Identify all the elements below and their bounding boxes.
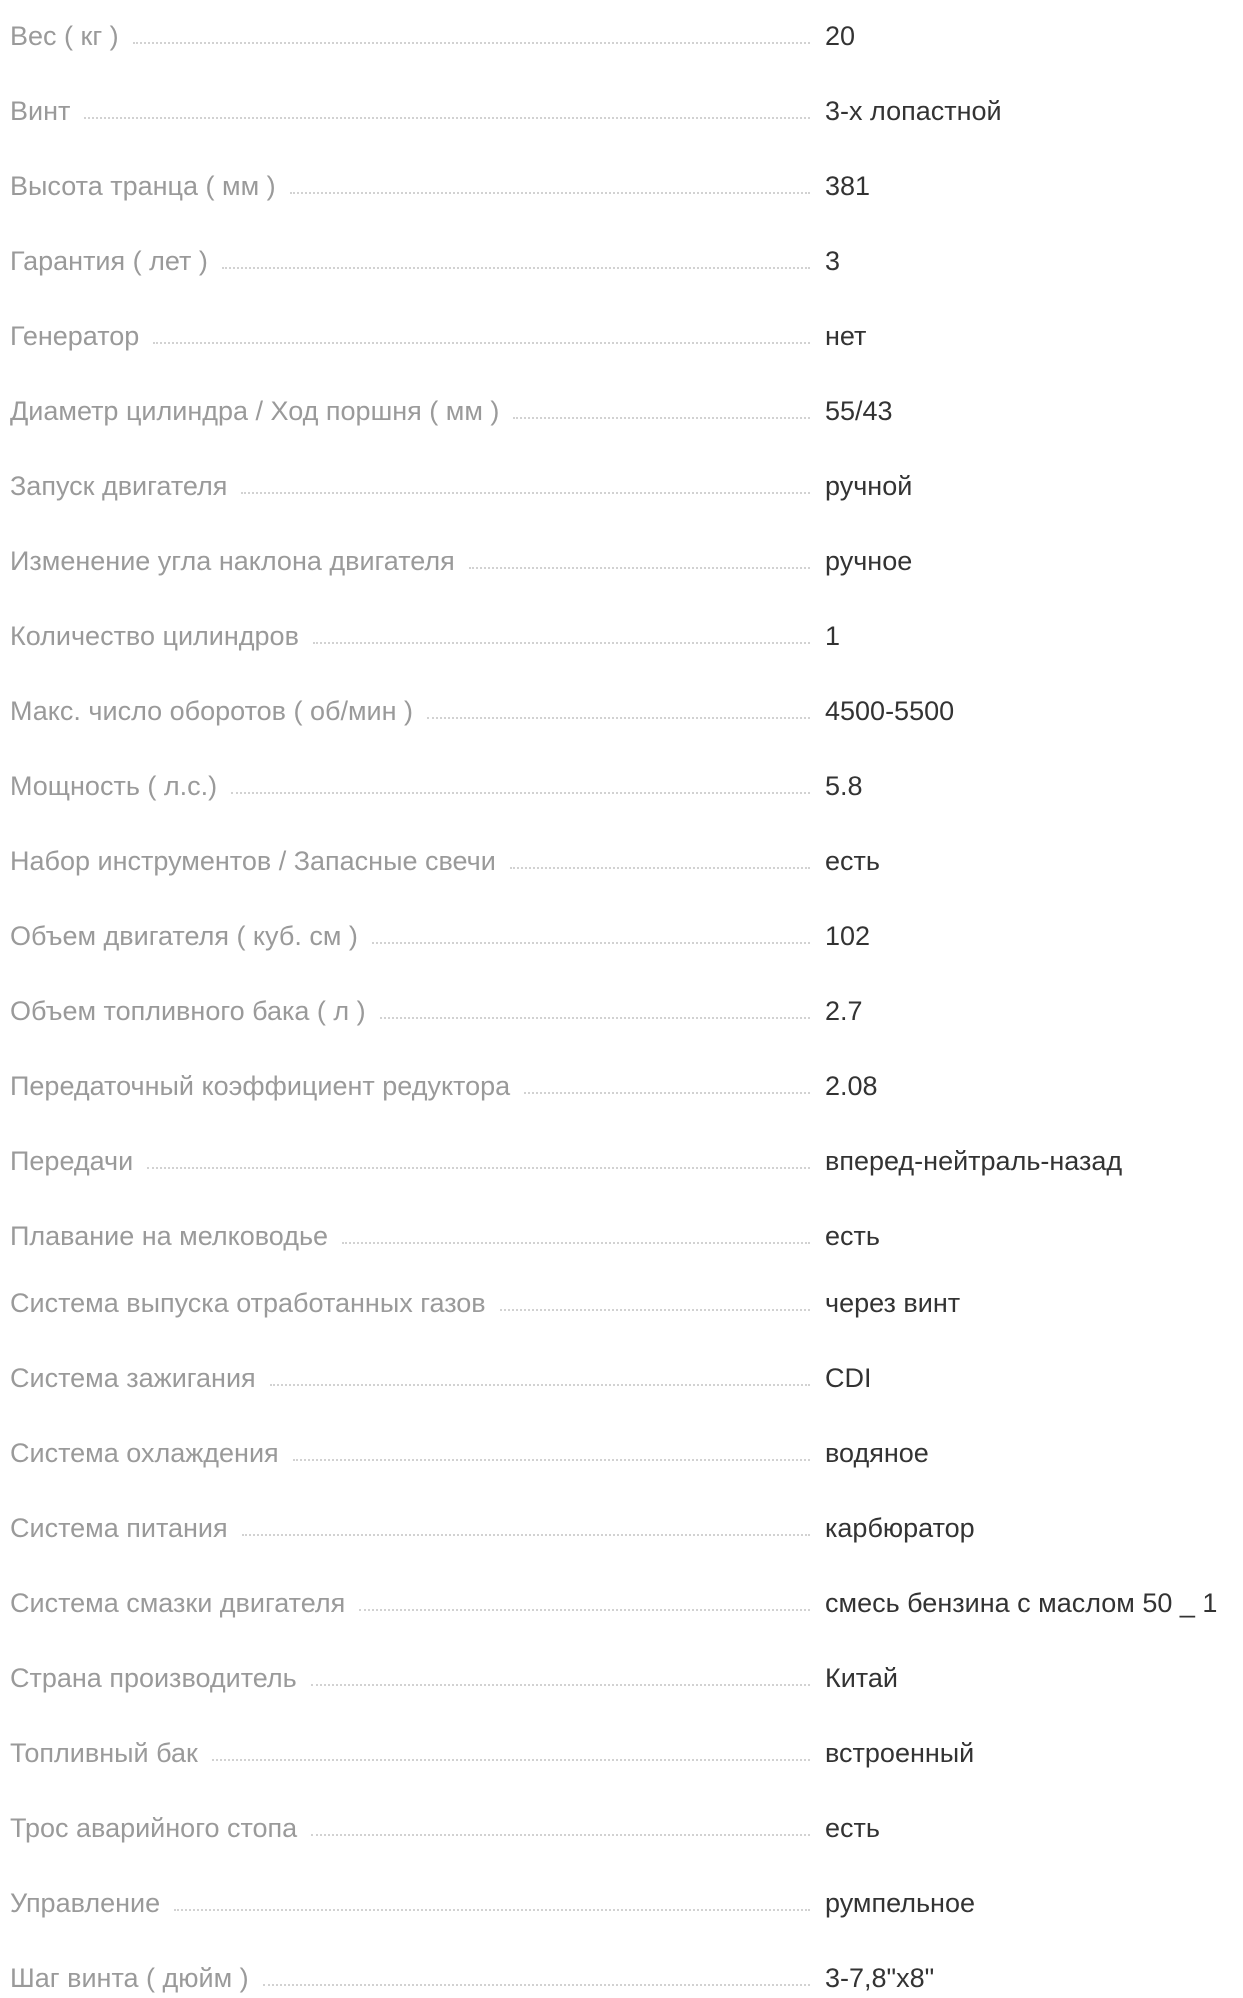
spec-row <box>0 466 1243 506</box>
spec-label: Запуск двигателя <box>10 470 228 501</box>
dotted-leader <box>263 1984 810 1986</box>
spec-row <box>0 1433 1243 1473</box>
dotted-leader <box>313 642 810 644</box>
dotted-leader <box>510 867 810 869</box>
spec-label: Объем двигателя ( куб. см ) <box>10 920 358 951</box>
spec-row <box>0 1508 1243 1548</box>
spec-label: Трос аварийного стопа <box>10 1812 298 1843</box>
dotted-leader <box>380 1017 810 1019</box>
spec-row <box>0 1141 1243 1181</box>
spec-value: 3-7,8"x8" <box>825 1963 935 1993</box>
spec-value: 381 <box>825 171 871 201</box>
spec-row <box>0 766 1243 806</box>
dotted-leader <box>212 1759 810 1761</box>
spec-label-cell <box>10 1141 810 1181</box>
spec-label-cell <box>10 1433 810 1473</box>
spec-row <box>0 541 1243 581</box>
spec-value: 55/43 <box>825 396 893 426</box>
spec-label: Набор инструментов / Запасные свечи <box>10 845 496 876</box>
dotted-leader <box>153 342 810 344</box>
spec-label: Объем топливного бака ( л ) <box>10 995 366 1026</box>
spec-row <box>0 691 1243 731</box>
dotted-leader <box>372 942 810 944</box>
dotted-leader <box>84 117 810 119</box>
spec-value: есть <box>825 846 880 876</box>
spec-row <box>0 1283 1243 1323</box>
spec-value: 5.8 <box>825 771 863 801</box>
dotted-leader <box>469 567 810 569</box>
dotted-leader <box>293 1459 810 1461</box>
spec-value: водяное <box>825 1438 929 1468</box>
spec-label: Управление <box>10 1887 161 1918</box>
spec-row <box>0 916 1243 956</box>
spec-value: CDI <box>825 1363 872 1393</box>
dotted-leader <box>133 42 810 44</box>
dotted-leader <box>290 192 810 194</box>
spec-label-cell <box>10 1883 810 1923</box>
spec-label-cell <box>10 1733 810 1773</box>
spec-label-cell <box>10 1958 810 1998</box>
spec-label: Топливный бак <box>10 1737 198 1768</box>
spec-label: Система зажигания <box>10 1362 256 1393</box>
dotted-leader <box>311 1834 810 1836</box>
dotted-leader <box>500 1309 810 1311</box>
spec-label: Вес ( кг ) <box>10 20 119 51</box>
dotted-leader <box>342 1242 810 1244</box>
spec-label-cell <box>10 841 810 881</box>
dotted-leader <box>513 417 810 419</box>
spec-label: Мощность ( л.с.) <box>10 770 218 801</box>
spec-row <box>0 91 1243 131</box>
spec-label: Страна производитель <box>10 1662 297 1693</box>
spec-value: ручное <box>825 546 913 576</box>
spec-value: вперед-нейтраль-назад <box>825 1146 1123 1176</box>
spec-row <box>0 1583 1243 1623</box>
spec-value: через винт <box>825 1288 961 1318</box>
spec-label-cell <box>10 1066 810 1106</box>
dotted-leader <box>359 1609 810 1611</box>
dotted-leader <box>147 1167 810 1169</box>
spec-label-cell <box>10 241 810 281</box>
spec-row <box>0 316 1243 356</box>
spec-row <box>0 841 1243 881</box>
spec-label-cell <box>10 1216 810 1256</box>
spec-value: карбюратор <box>825 1513 975 1543</box>
spec-label: Высота транца ( мм ) <box>10 170 276 201</box>
spec-value: 3-х лопастной <box>825 96 1002 126</box>
spec-row <box>0 1958 1243 1998</box>
spec-row <box>0 391 1243 431</box>
spec-row <box>0 1658 1243 1698</box>
dotted-leader <box>311 1684 810 1686</box>
spec-value: есть <box>825 1221 880 1251</box>
spec-label-cell <box>10 1583 810 1623</box>
dotted-leader <box>270 1384 810 1386</box>
spec-label-cell <box>10 166 810 206</box>
spec-label: Гарантия ( лет ) <box>10 245 208 276</box>
spec-label-cell <box>10 1658 810 1698</box>
spec-value: смесь бензина с маслом 50 _ 1 <box>825 1588 1218 1618</box>
spec-label-cell <box>10 16 810 56</box>
spec-label: Система питания <box>10 1512 228 1543</box>
spec-row <box>0 991 1243 1031</box>
spec-label-cell <box>10 616 810 656</box>
spec-label: Диаметр цилиндра / Ход поршня ( мм ) <box>10 395 500 426</box>
spec-row <box>0 16 1243 56</box>
spec-value: Китай <box>825 1663 898 1693</box>
spec-label: Шаг винта ( дюйм ) <box>10 1962 249 1993</box>
spec-label: Плавание на мелководье <box>10 1220 329 1251</box>
spec-row <box>0 1066 1243 1106</box>
spec-label: Количество цилиндров <box>10 620 299 651</box>
spec-value: ручной <box>825 471 913 501</box>
dotted-leader <box>242 1534 810 1536</box>
spec-label-cell <box>10 1283 810 1323</box>
spec-value: 2.08 <box>825 1071 878 1101</box>
dotted-leader <box>222 267 810 269</box>
spec-label: Макс. число оборотов ( об/мин ) <box>10 695 414 726</box>
spec-label-cell <box>10 1808 810 1848</box>
dotted-leader <box>231 792 810 794</box>
spec-value: 20 <box>825 21 856 51</box>
spec-value: встроенный <box>825 1738 975 1768</box>
spec-row <box>0 166 1243 206</box>
spec-label: Генератор <box>10 320 140 351</box>
spec-label: Передаточный коэффициент редуктора <box>10 1070 511 1101</box>
spec-label-cell <box>10 691 810 731</box>
dotted-leader <box>427 717 810 719</box>
spec-value: нет <box>825 321 867 351</box>
spec-label-cell <box>10 916 810 956</box>
spec-label-cell <box>10 991 810 1031</box>
spec-value: 3 <box>825 246 841 276</box>
spec-row <box>0 1733 1243 1773</box>
spec-label: Система охлаждения <box>10 1437 279 1468</box>
spec-value: 4500-5500 <box>825 696 955 726</box>
spec-row <box>0 616 1243 656</box>
spec-value: 1 <box>825 621 841 651</box>
spec-label-cell <box>10 466 810 506</box>
dotted-leader <box>524 1092 810 1094</box>
spec-value: есть <box>825 1813 880 1843</box>
spec-label-cell <box>10 316 810 356</box>
spec-label-cell <box>10 1358 810 1398</box>
spec-label-cell <box>10 766 810 806</box>
spec-row <box>0 1216 1243 1256</box>
spec-label-cell <box>10 541 810 581</box>
spec-label-cell <box>10 391 810 431</box>
spec-label: Изменение угла наклона двигателя <box>10 545 455 576</box>
spec-row <box>0 241 1243 281</box>
spec-label: Винт <box>10 95 71 126</box>
spec-value: 102 <box>825 921 871 951</box>
spec-label: Передачи <box>10 1145 134 1176</box>
dotted-leader <box>174 1909 810 1911</box>
spec-value: 2.7 <box>825 996 863 1026</box>
spec-label: Система смазки двигателя <box>10 1587 346 1618</box>
spec-label-cell <box>10 1508 810 1548</box>
spec-row <box>0 1883 1243 1923</box>
spec-row <box>0 1808 1243 1848</box>
spec-row <box>0 1358 1243 1398</box>
spec-value: румпельное <box>825 1888 975 1918</box>
spec-label-cell <box>10 91 810 131</box>
spec-label: Система выпуска отработанных газов <box>10 1287 486 1318</box>
dotted-leader <box>241 492 810 494</box>
